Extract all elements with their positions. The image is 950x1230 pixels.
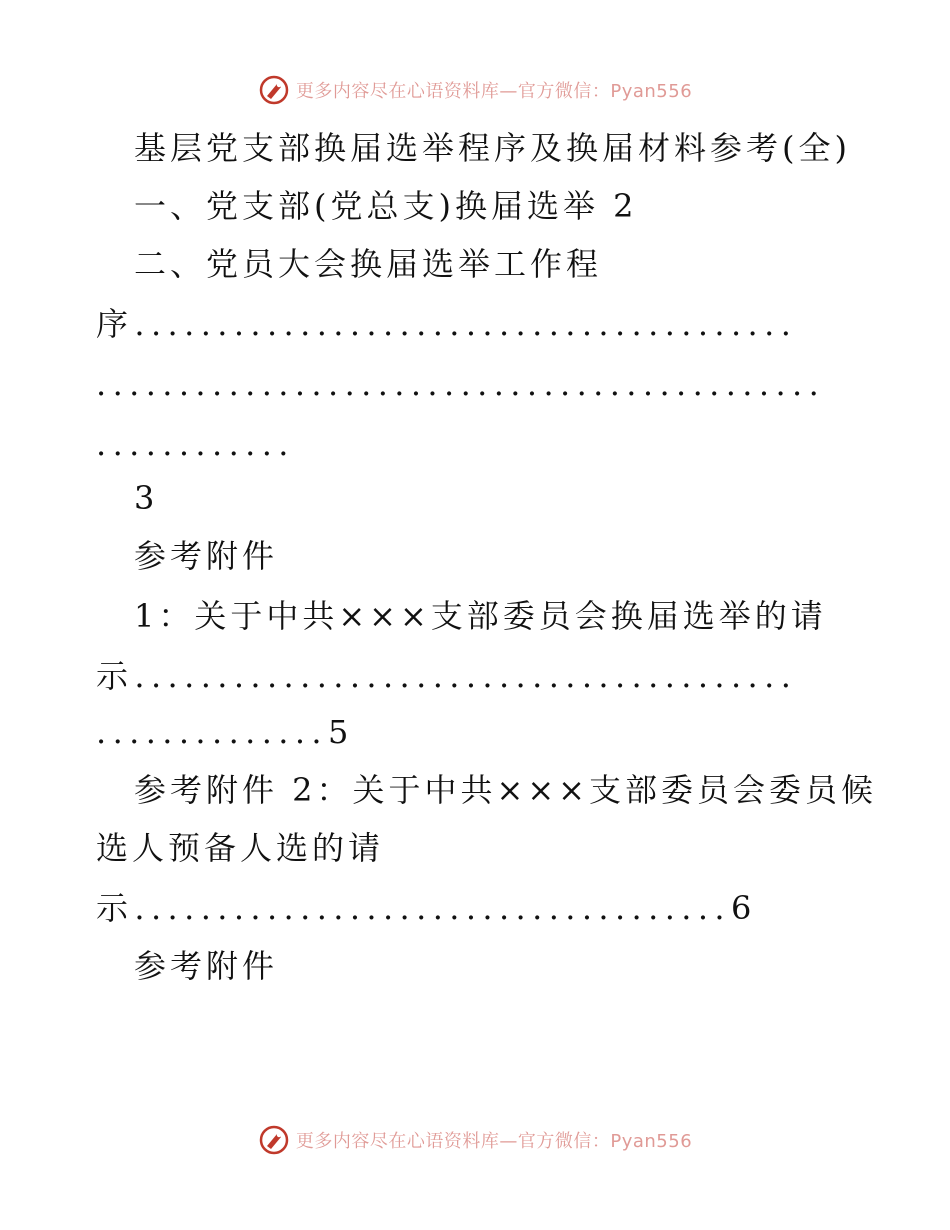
toc-line: 1：关于中共×××支部委员会换届选举的请 (134, 597, 827, 635)
toc-line: ............ (96, 425, 295, 463)
toc-line: 一、党支部(党总支)换届选举 2 (134, 187, 638, 225)
toc-line: ............................................ (96, 365, 826, 403)
toc-line: 二、党员大会换届选举工作程 (134, 245, 603, 283)
document-title: 基层党支部换届选举程序及换届材料参考(全) (134, 129, 851, 167)
toc-line: 参考附件 (134, 537, 279, 575)
watermark-text: 更多内容尽在心语资料库—官方微信：Pyan556 (295, 81, 693, 102)
toc-line: 示....................................6 (96, 889, 758, 927)
toc-line: 序........................................ (96, 305, 798, 343)
toc-page-number: 3 (134, 479, 159, 517)
watermark-text: 更多内容尽在心语资料库—官方微信：Pyan556 (295, 1131, 693, 1152)
toc-line: 参考附件 2：关于中共×××支部委员会委员候 (134, 771, 877, 809)
footer-watermark (0, 1120, 950, 1160)
pen-logo-icon (258, 74, 290, 106)
toc-line: 参考附件 (134, 947, 279, 985)
toc-line: ..............5 (96, 713, 355, 751)
pen-logo-icon (258, 1124, 290, 1156)
toc-line: 选人预备人选的请 (96, 829, 385, 867)
toc-line: 示........................................ (96, 657, 798, 695)
header-watermark (0, 70, 950, 110)
